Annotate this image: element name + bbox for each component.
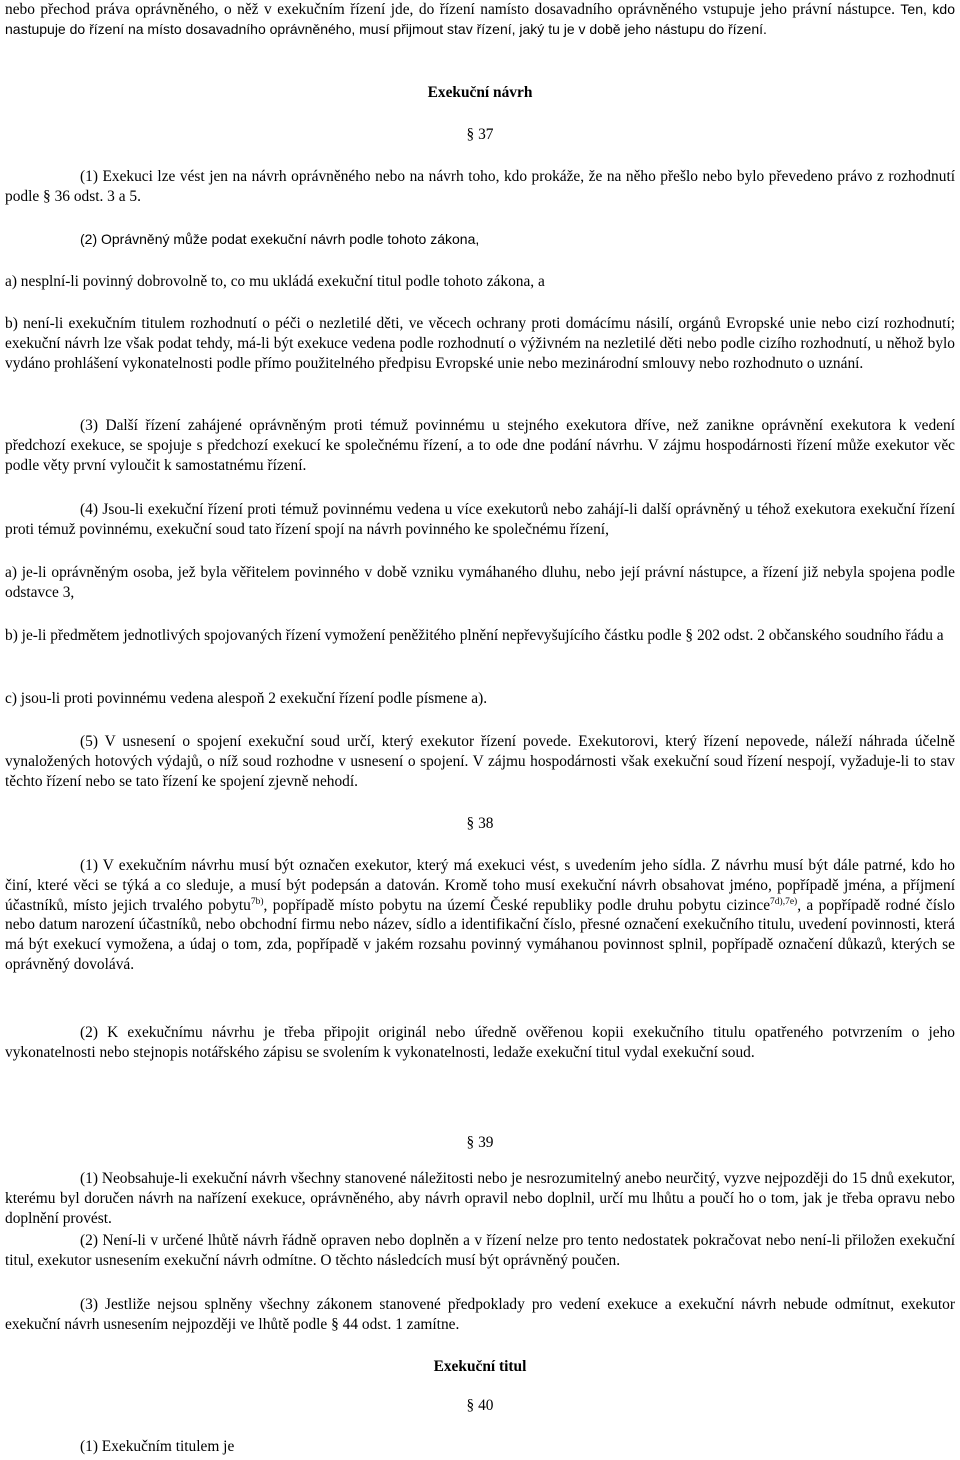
- s38-paragraph-2: (2) K exekučnímu návrhu je třeba připojit originál nebo úředně ověřenou kopii exekučního titulu opatřeného potvrzením o jeho vykonatelnosti nebo stejnopis notářského zápisu se svolením k vykonatelnosti, ledaže exekuční titul vydal exekuční soud.: [5, 1024, 955, 1061]
- s39-paragraph-2: (2) Není-li v určené lhůtě návrh řádně opraven nebo doplněn a v řízení nelze pro tento nedostatek pokračovat nebo není-li přiložen exekuční titul, exekutor usnesením exekuční návrh odmítne. O těchto následcích musí být oprávněný poučen.: [5, 1232, 955, 1269]
- s37-paragraph-2a: a) nesplní-li povinný dobrovolně to, co mu ukládá exekuční titul podle tohoto zákona, a: [5, 273, 545, 290]
- s37-paragraph-2: (2) Oprávněný může podat exekuční návrh podle tohoto zákona,: [80, 231, 480, 247]
- section-40-mark: § 40: [466, 1397, 494, 1414]
- s38-p1-text-a: (1) V exekučním návrhu musí být označen exekutor, který má exekuci vést, s uvedením jeho sídla. Z návrhu musí být dále patrné, kdo ho činí, které věci se týká a co sleduje, a musí být podepsán a datován. Kromě toho musí exekuční návrh obsahovat jméno, popřípadě jména, a příjmení účastníků, místo jejich trvalého pobytu: [5, 857, 955, 914]
- s37-paragraph-2b: b) není-li exekučním titulem rozhodnutí o péči o nezletilé děti, ve věcech ochrany proti domácímu násilí, orgánů Evropské unie nebo cizí rozhodnutí; exekuční návrh lze však podat tehdy, má-li být exekuce vedena podle rozhodnutí o výživném na nezletilé děti nebo podle cizího rozhodnutí, u něhož bylo vydáno prohlášení vykonatelnosti podle přímo použitelného předpisu Evropské unie nebo mezinárodní smlouvy nebo rozhodnuto o uznání.: [5, 315, 955, 372]
- s37-paragraph-1: (1) Exekuci lze vést jen na návrh oprávněného nebo na návrh toho, kdo prokáže, že na něho přešlo nebo bylo převedeno právo z rozhodnutí podle § 36 odst. 3 a 5.: [5, 168, 955, 205]
- s37-paragraph-4a: a) je-li oprávněným osoba, jež byla věřitelem povinného v době vzniku vymáhaného dluhu, nebo její právní nástupce, a řízení již nebyla spojena podle odstavce 3,: [5, 564, 955, 601]
- footnote-ref-7b: 7b): [250, 896, 264, 907]
- footnote-ref-7d-7e: 7d),7e): [770, 896, 798, 907]
- s39-paragraph-3: (3) Jestliže nejsou splněny všechny zákonem stanovené předpoklady pro vedení exekuce a exekuční návrh nebude odmítnut, exekutor exekuční návrh usnesením nejpozději ve lhůtě podle § 44 odst. 1 zamítne.: [5, 1296, 955, 1333]
- s37-paragraph-4c: c) jsou-li proti povinnému vedena alespoň 2 exekuční řízení podle písmene a).: [5, 690, 488, 707]
- s37-paragraph-5: (5) V usnesení o spojení exekuční soud určí, který exekutor řízení povede. Exekutorovi, který řízení nepovede, náleží náhrada účelně vynaložených hotových výdajů, o níž soud rozhodne v usnesení o spojení. V zájmu hospodárnosti však exekuční soud řízení nespojí, vyžaduje-li to stav těchto řízení nebo se tato řízení ke spojení zjevně nehodí.: [5, 733, 955, 790]
- s37-paragraph-3: (3) Další řízení zahájené oprávněným proti témuž povinnému u stejného exekutora dříve, než zanikne oprávnění exekutora k vedení předchozí exekuce, se spojuje s předchozí exekucí ke společnému řízení, a to ode dne podání návrhu. V zájmu hospodárnosti řízení může exekutor věc podle věty první vyloučit k samostatnému řízení.: [5, 417, 955, 474]
- section-39-mark: § 39: [466, 1134, 494, 1151]
- s40-paragraph-1: (1) Exekučním titulem je: [80, 1438, 235, 1455]
- s37-paragraph-4: (4) Jsou-li exekuční řízení proti témuž povinnému vedena u více exekutorů nebo zahájí-li další oprávněný u téhož exekutora exekuční řízení proti témuž povinnému, exekuční soud tato řízení spojí na návrh povinného ke společnému řízení,: [5, 501, 955, 538]
- intro-text-2: Ten, kdo nastupuje do řízení na místo dosavadního oprávněného, musí přijmout stav řízení, jaký tu je v době jeho nástupu do řízení.: [5, 1, 955, 37]
- s38-p1-text-b: , popřípadě místo pobytu na území České republiky podle druhu pobytu cizince: [263, 896, 771, 914]
- heading-exekucni-navrh: Exekuční návrh: [427, 84, 533, 101]
- intro-paragraph: [5, 0, 955, 40]
- section-38-mark: § 38: [466, 815, 494, 832]
- s38-p1-text-c: , a popřípadě rodné číslo nebo datum narození účastníků, nebo obchodní firmu nebo název, sídlo a identifikační číslo, přesné označení exekučního titulu, uvedení povinnosti, která má být exekucí vymožena, a údaj o tom, zda, popřípadě v jakém rozsahu povinný vymáhanou povinnost splnil, popřípadě označení důkazů, kterých se oprávněný dovolává.: [5, 896, 955, 973]
- section-37-mark: § 37: [466, 126, 494, 143]
- intro-text-1: nebo přechod práva oprávněného, o něž v exekučním řízení jde, do řízení namísto dosavadního oprávněného vstupuje jeho právní nástupce.: [5, 1, 901, 18]
- s38-paragraph-1: [5, 856, 955, 975]
- heading-exekucni-titul: Exekuční titul: [433, 1358, 527, 1375]
- s39-paragraph-1: (1) Neobsahuje-li exekuční návrh všechny stanovené náležitosti nebo je nesrozumitelný anebo neurčitý, vyzve nejpozději do 15 dnů exekutor, kterému byl doručen návrh na nařízení exekuce, oprávněného, aby návrh opravil nebo doplnil, určí mu lhůtu a poučí ho o tom, jak je třeba opravu nebo doplnění provést.: [5, 1170, 955, 1227]
- s37-paragraph-4b: b) je-li předmětem jednotlivých spojovaných řízení vymožení peněžitého plnění nepřevyšujícího částku podle § 202 odst. 2 občanského soudního řádu a: [5, 627, 944, 644]
